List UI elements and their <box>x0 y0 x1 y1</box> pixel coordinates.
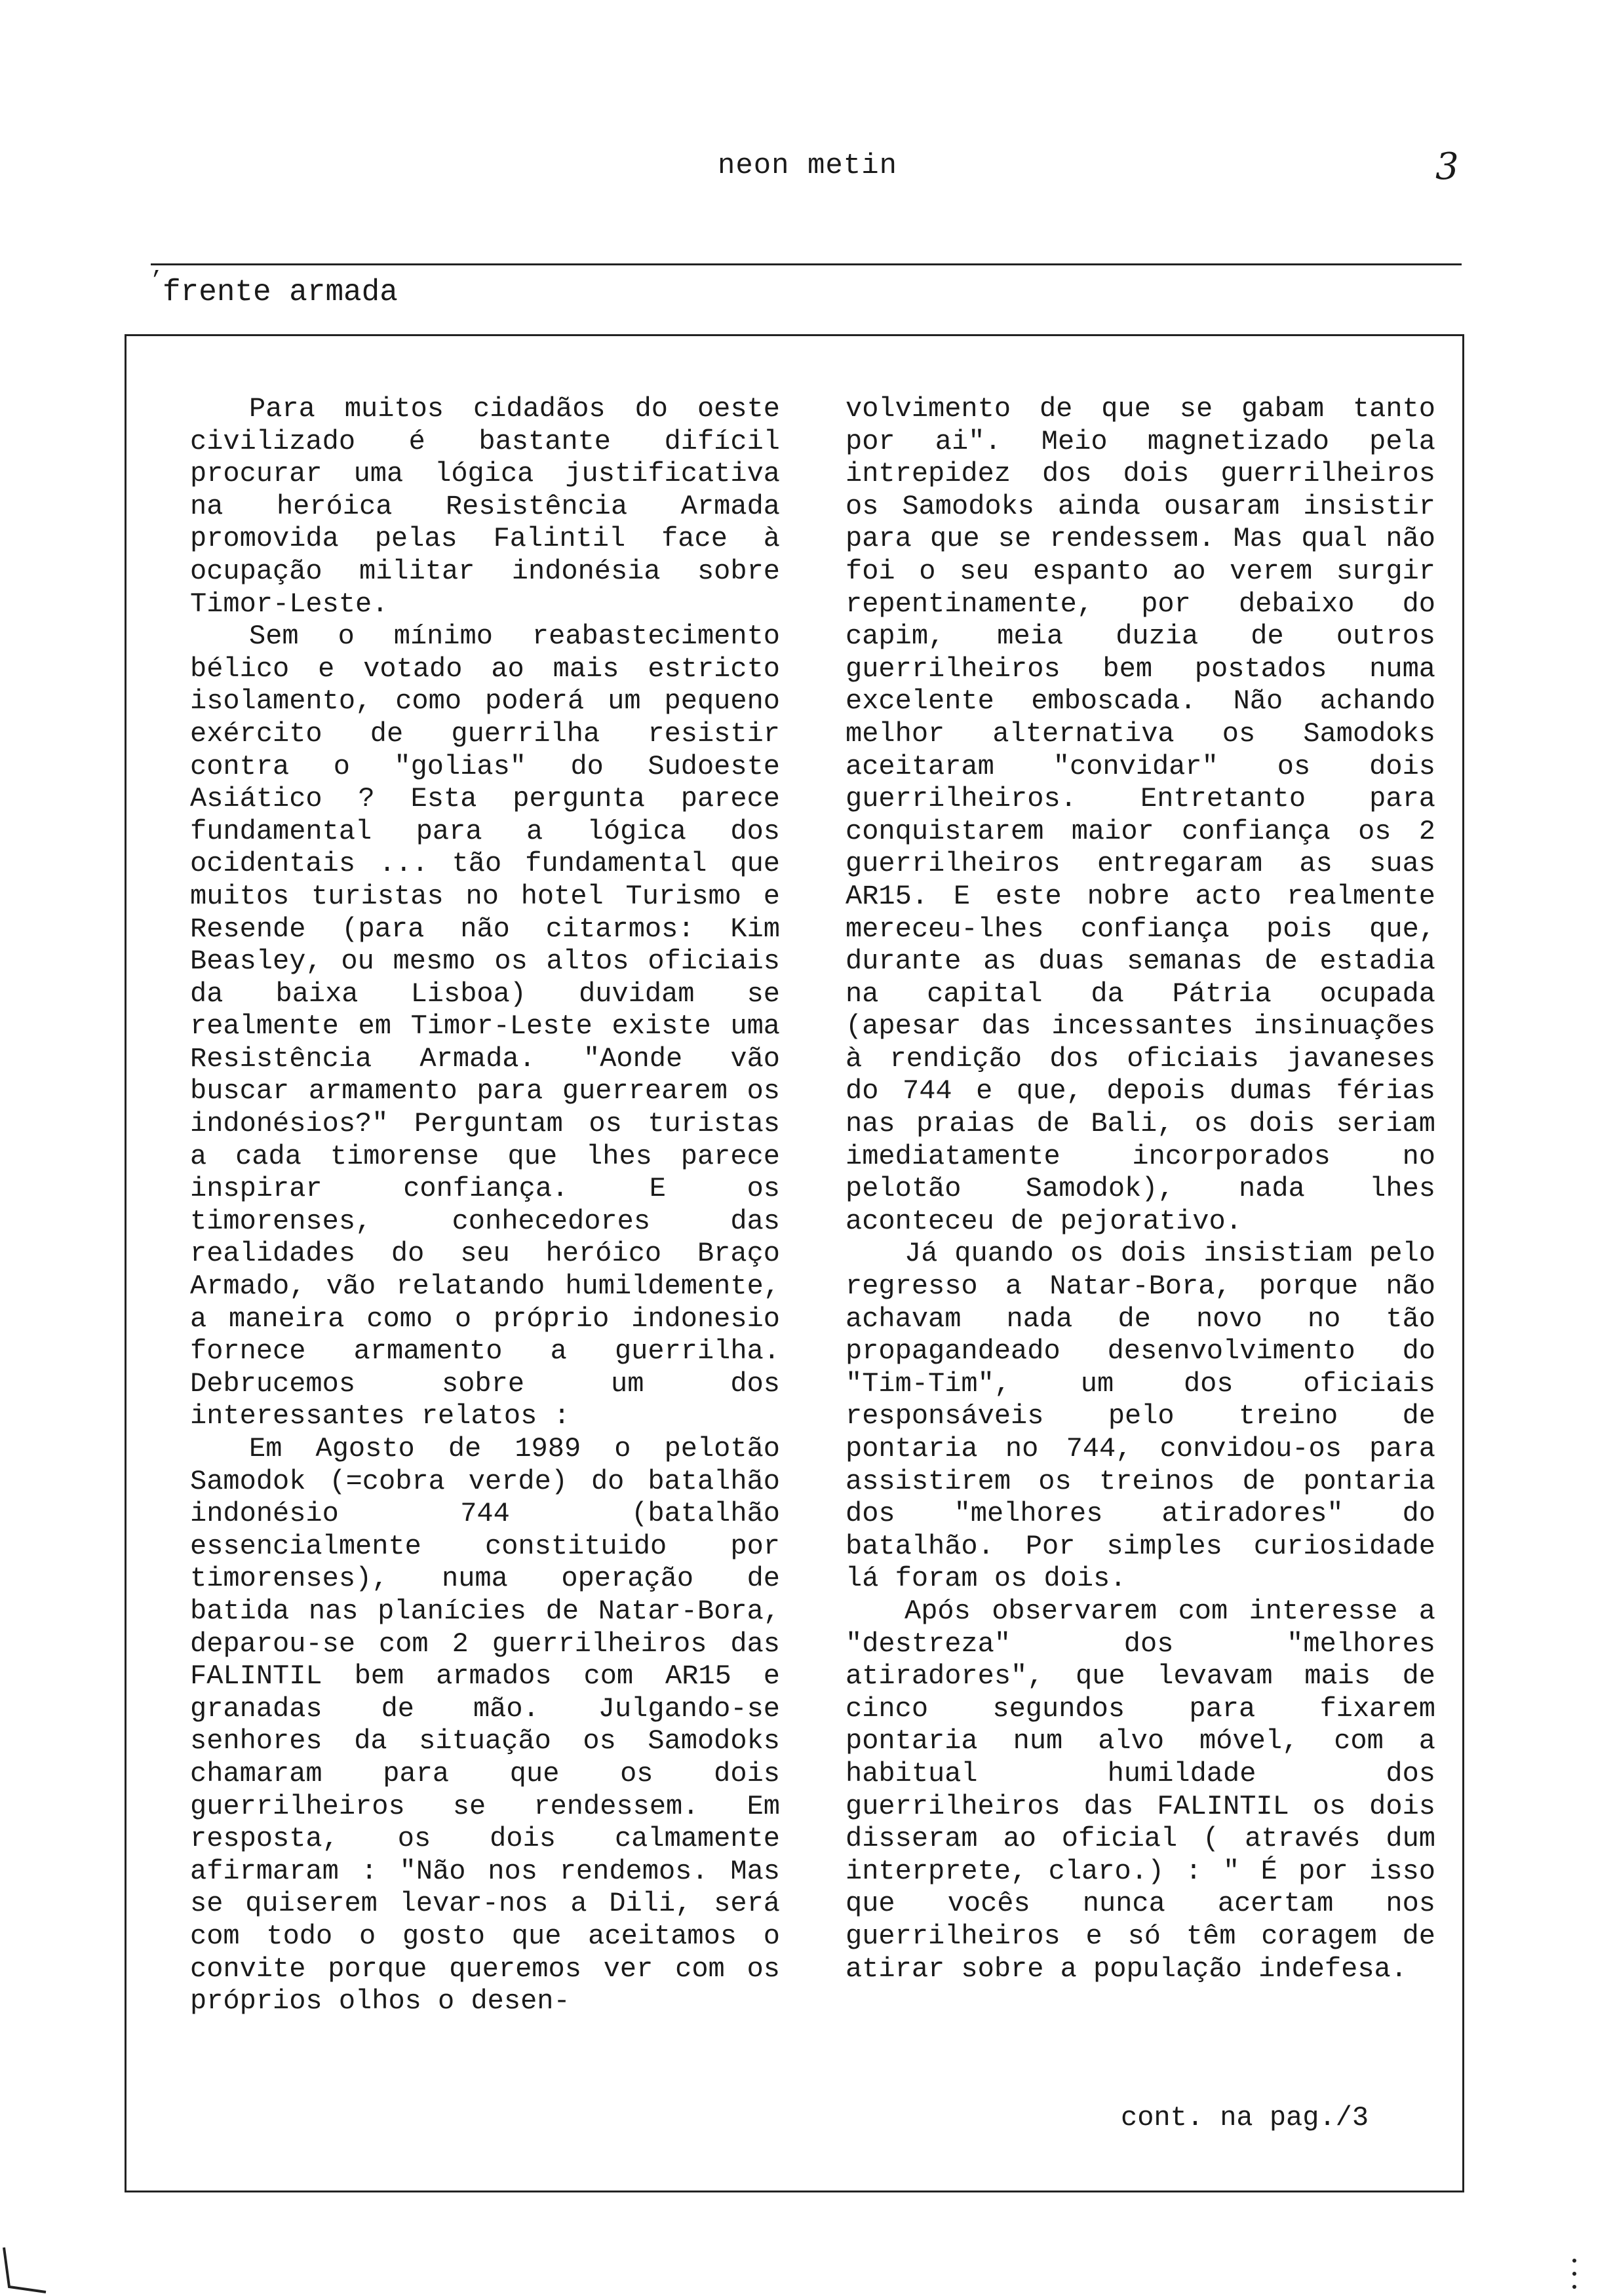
article-paragraph: Sem o mínimo reabastecimento bélico e votado ao mais estricto isolamento, como poderá um pequeno exército de guerrilha resistir contra o "golias" do Sudoeste Asiático ? Esta pergunta parece fundamental para a lógica dos ocidentais ... tão fundamental que muitos turistas no hotel Turismo e Resende (para não citarmos: Kim Beasley, ou mesmo os altos oficiais da baixa Lisboa) duvidam se realmente em Timor-Leste existe uma Resistência Armada. "Aonde vão buscar armamento para guerrearem os indonésios?" Perguntam os turistas a cada timorense que lhes parece inspirar confiança. E os timorenses, conhecedores das realidades do seu heróico Braço Armado, vão relatando humildemente, a maneira como o próprio indonesio fornece armamento a guerrilha. Debrucemos sobre um dos interessantes relatos : <box>190 621 780 1432</box>
article-paragraph: Para muitos cidadãos do oeste civilizado é bastante difícil procurar uma lógica justificativa na heróica Resistência Armada promovida pelas Falintil face à ocupação militar indonésia sobre Timor-Leste. <box>190 393 780 620</box>
header-divider <box>151 263 1462 265</box>
page-header-title: neon metin <box>717 149 898 182</box>
scan-speck <box>1568 2254 1581 2293</box>
article-column-left <box>190 393 780 2018</box>
section-label <box>149 269 398 309</box>
article-paragraph: Após observarem com interesse a "destreza" dos "melhores atiradores", que levavam mais de cinco segundos para fixarem pontaria num alvo móvel, com a habitual humildade dos guerrilheiros das FALINTIL os dois disseram ao oficial ( através dum interprete, claro.) : " É por isso que vocês nunca acertam nos guerrilheiros e só têm coragem de atirar sobre a população indefesa. <box>846 1595 1435 1985</box>
scan-corner-mark <box>0 2241 79 2296</box>
section-label-text: frente armada <box>163 275 398 309</box>
article-column-right <box>846 393 1435 1985</box>
continuation-note: cont. na pag./3 <box>1121 2102 1369 2133</box>
apostrophe-mark: ’ <box>149 269 163 294</box>
article-paragraph: Já quando os dois insistiam pelo regresso a Natar-Bora, porque não achavam nada de novo no tão propagandeado desenvolvimento do "Tim-Tim", um dos oficiais responsáveis pelo treino de pontaria no 744, convidou-os para assistirem os treinos de pontaria dos "melhores atiradores" do batalhão. Por simples curiosidade lá foram os dois. <box>846 1238 1435 1595</box>
page-number: 3 <box>1435 145 1459 188</box>
article-paragraph: volvimento de que se gabam tanto por ai". Meio magnetizado pela intrepidez dos dois guerrilheiros os Samodoks ainda ousaram insistir para que se rendessem. Mas qual não foi o seu espanto ao verem surgir repentinamente, por debaixo do capim, meia duzia de outros guerrilheiros bem postados numa excelente emboscada. Não achando melhor alternativa os Samodoks aceitaram "convidar" os dois guerrilheiros. Entretanto para conquistarem maior confiança os 2 guerrilheiros entregaram as suas AR15. E este nobre acto realmente mereceu-lhes confiança pois que, durante as duas semanas de estadia na capital da Pátria ocupada (apesar das incessantes insinuações à rendição dos oficiais javaneses do 744 e que, depois dumas férias nas praias de Bali, os dois seriam imediatamente incorporados no pelotão Samodok), nada lhes aconteceu de pejorativo. <box>846 393 1435 1237</box>
article-paragraph: Em Agosto de 1989 o pelotão Samodok (=cobra verde) do batalhão indonésio 744 (batalhão essencialmente constituido por timorenses), numa operação de batida nas planícies de Natar-Bora, deparou-se com 2 guerrilheiros das FALINTIL bem armados com AR15 e granadas de mão. Julgando-se senhores da situação os Samodoks chamaram para que os dois guerrilheiros se rendessem. Em resposta, os dois calmamente afirmaram : "Não nos rendemos. Mas se quiserem levar-nos a Dili, será com todo o gosto que aceitamos o convite porque queremos ver com os próprios olhos o desen- <box>190 1433 780 2018</box>
